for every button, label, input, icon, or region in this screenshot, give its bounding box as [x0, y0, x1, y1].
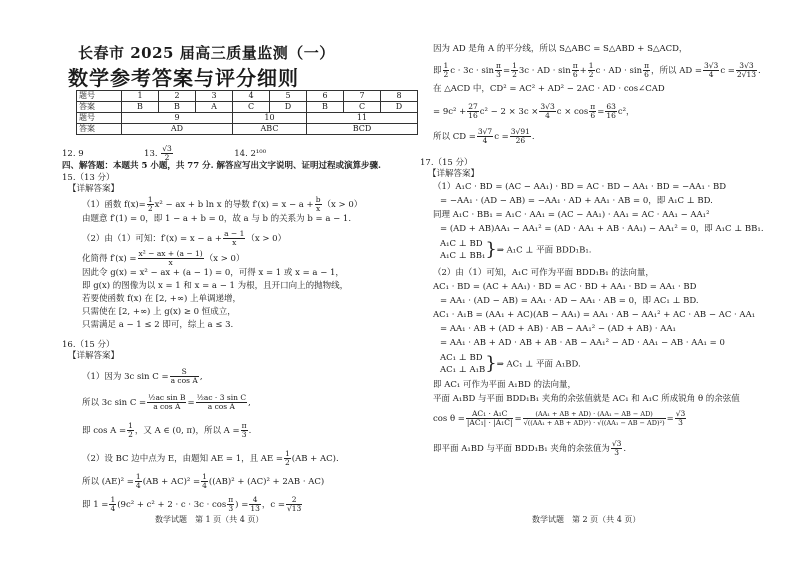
table-cell: D — [270, 102, 307, 113]
q17-line: = (AD + AB)AA₁ − AA₁² = (AD · AA₁ + AB · AA₁) − AA₁² = 0，即 A₁C ⊥ BB₁. — [440, 224, 764, 234]
table-row — [77, 102, 418, 113]
table-cell: ABC — [233, 124, 307, 135]
table-row — [77, 124, 418, 135]
q16-cont-line: 即 $\frac{1}{2}$ c · 3c · sin $\frac{\pi}{3}$ = $\frac{1}{2}$ 3c · AD · sin $\frac{\pi}{6}$ + $\frac{1}{2}$ c · AD · sin $\frac{\pi}{6}$ ，所以 AD = $\frac{3√3}{4}$ c = $\frac{3√3}{2√13}$ . — [433, 61, 761, 79]
q17-line: 平面 A₁BD 与平面 BDD₁B₁ 夹角的余弦值就是 AC₁ 和 A₁C 所成锐角 θ 的余弦值 — [433, 394, 740, 404]
q16-cont-line: 在 △ACD 中，CD² = AC² + AD² − 2AC · AD · cos∠CAD — [433, 84, 665, 94]
q16-line: 所以 3c sin C = $\frac{\text{½ac sin B}}{\text{a cos A}}$ = $\frac{\text{½ac · 3 sin C}}{\text{a cos A}}$ , — [82, 393, 251, 411]
answer-q13-label: 13. — [144, 149, 158, 159]
q16-line: 即 1 = $\frac{1}{4}$ (9c² + c² + 2 · c · 3c · cos $\frac{\pi}{3}$ ) = $\frac{4}{13}$ ，c = $\frac{2}{√13}$ — [82, 495, 302, 513]
q17-brace-group: A₁C ⊥ BD A₁C ⊥ BB₁ }⇒ A₁C ⊥ 平面 BDD₁B₁. — [440, 239, 592, 261]
table-cell: B — [159, 102, 196, 113]
q15-line: 只需使在 [2, +∞) 上 g(x) ≥ 0 恒成立， — [82, 307, 236, 317]
table-cell: 11 — [307, 113, 418, 124]
table-cell: 3 — [196, 91, 233, 102]
q17-line: 同理 A₁C · BB₁ = A₁C · AA₁ = (AC − AA₁) · AA₁ = AC · AA₁ − AA₁² — [433, 210, 710, 220]
q16-line: （2）设 BC 边中点为 E，由题知 AE = 1，且 AE = $\frac{1}{2}$ (AB + AC). — [82, 449, 339, 467]
table-cell: C — [344, 102, 381, 113]
table-cell: 答案 — [77, 102, 122, 113]
table-cell: BCD — [307, 124, 418, 135]
q17-line: （2）由（1）可知，A₁C 可作为平面 BDD₁B₁ 的法向量， — [433, 268, 654, 278]
table-cell: D — [381, 102, 418, 113]
q15-line: 由题意 f′(1) = 0，即 1 − a + b = 0，故 a 与 b 的关系为 b = a − 1. — [82, 214, 352, 224]
table-cell: 2 — [159, 91, 196, 102]
q15-line: （1）函数 f(x)= $\frac{1}{2}$ x² − ax + b ln x 的导数 f′(x) = x − a + $\frac{b}{x}$ （x > 0） — [82, 195, 363, 213]
table-cell: AD — [122, 124, 233, 135]
q17-detail-label: 【详解答案】 — [428, 169, 480, 179]
q15-heading: 15.（13 分） — [62, 173, 115, 183]
table-cell: 1 — [122, 91, 159, 102]
table-cell: B — [122, 102, 159, 113]
table-cell: 4 — [233, 91, 270, 102]
q16-cont-line: 因为 AD 是角 A 的平分线，所以 S△ABC = S△ABD + S△ACD， — [433, 44, 688, 54]
q15-line: 只需满足 a − 1 ≤ 2 即可，综上 a ≤ 3. — [82, 320, 234, 330]
q17-line: AC₁ · BD = (AC + AA₁) · BD = AC · BD + AA₁ · BD = AA₁ · BD — [433, 282, 697, 292]
doc-title-line1: 长春市 2025 届高三质量监测（一） — [78, 44, 335, 62]
q15-detail-label: 【详解答案】 — [68, 184, 120, 194]
q17-line: = −AA₁ · (AD − AB) = −AA₁ · AD + AA₁ · AB = 0，即 A₁C ⊥ BD. — [440, 196, 713, 206]
q16-detail-label: 【详解答案】 — [68, 351, 120, 361]
table-cell: B — [307, 102, 344, 113]
section-heading: 四、解答题：本题共 5 小题，共 77 分. 解答应写出文字说明、证明过程或演算步骤. — [62, 161, 381, 171]
table-cell: 9 — [122, 113, 233, 124]
answer-q14: 14. 2¹⁰⁰ — [234, 149, 267, 159]
page-footer-right: 数学试题 第 2 页（共 4 页） — [532, 515, 641, 524]
q17-line: （1）A₁C · BD = (AC − AA₁) · BD = AC · BD − AA₁ · BD = −AA₁ · BD — [433, 182, 727, 192]
q17-heading: 17.（15 分） — [420, 158, 473, 168]
q17-line: = AA₁ · AB + AD · AB + AB · AB − AA₁² − AD · AA₁ − AB · AA₁ = 0 — [440, 338, 725, 348]
q17-line: cos θ = $\frac{\text{AC₁ · A₁C}}{\text{|AC₁| · |A₁C|}}$ = $\frac{\text{(AA₁ + AB + AD) · (AA₁ − AB − AD)}}{\text{√((AA₁ + AB + AD)²) · √((AA₁ − AB − AD)²)}}$ = $\frac{√3}{3}$ — [433, 409, 686, 427]
q17-brace-group: AC₁ ⊥ BD AC₁ ⊥ A₁B }⇒ AC₁ ⊥ 平面 A₁BD. — [440, 353, 581, 375]
q16-heading: 16.（15 分） — [62, 340, 115, 350]
q15-line: 化简得 f′(x) = $\frac{\text{x² − ax + (a − 1)}}{x}$ （x > 0） — [82, 249, 245, 267]
q15-line: 即 g(x) 的图像为以 x = 1 和 x = a − 1 为根，且开口向上的抛物线， — [82, 281, 349, 291]
q16-line: 所以 (AE)² = $\frac{1}{4}$ (AB + AC)² = $\frac{1}{4}$ ((AB)² + (AC)² + 2AB · AC) — [82, 472, 325, 490]
table-cell: C — [233, 102, 270, 113]
table-cell: 题号 — [77, 113, 122, 124]
table-cell: 5 — [270, 91, 307, 102]
doc-title-line2: 数学参考答案与评分细则 — [68, 66, 299, 90]
q17-line: 即 AC₁ 可作为平面 A₁BD 的法向量， — [433, 380, 576, 390]
q17-line: AC₁ · A₁B = (AA₁ + AC)(AB − AA₁) = AA₁ · AB − AA₁² + AC · AB − AC · AA₁ — [433, 310, 756, 320]
table-cell: A — [196, 102, 233, 113]
table-cell: 题号 — [77, 91, 122, 102]
q16-cont-line: = 9c² + $\frac{27}{16}$ c² − 2 × 3c × $\frac{3√3}{4}$ c × cos $\frac{\pi}{6}$ = $\frac{63}{16}$ c²， — [433, 102, 635, 120]
table-cell: 8 — [381, 91, 418, 102]
table-cell: 10 — [233, 113, 307, 124]
q15-line: 若要使函数 f(x) 在 [2, +∞) 上单调递增， — [82, 294, 242, 304]
q17-line: = AA₁ · (AD − AB) = AA₁ · AD − AA₁ · AB = 0，即 AC₁ ⊥ BD. — [440, 296, 699, 306]
q16-line: 即 cos A = $\frac{1}{2}$ ，又 A ∈ (0, π)，所以 A = $\frac{\pi}{3}$ . — [82, 421, 252, 439]
fill-blank-row — [62, 145, 266, 162]
answer-q13-fraction: $\frac{√3}{2}$ — [162, 144, 172, 162]
q15-line: 因此令 g(x) = x² − ax + (a − 1) = 0，可得 x = 1 或 x = a − 1， — [82, 268, 344, 278]
q17-line: = AA₁ · AB + (AD + AB) · AB − AA₁² − (AD + AB) · AA₁ — [440, 324, 676, 334]
q16-line: （1）因为 3c sin C = $\frac{S}{\text{a cos A}}$ , — [82, 367, 203, 385]
table-cell: 6 — [307, 91, 344, 102]
answer-table — [76, 90, 418, 135]
table-row — [77, 91, 418, 102]
q17-line: 即平面 A₁BD 与平面 BDD₁B₁ 夹角的余弦值为 $\frac{√3}{3}$ . — [433, 439, 627, 457]
table-cell: 答案 — [77, 124, 122, 135]
table-cell: 7 — [344, 91, 381, 102]
table-row — [77, 113, 418, 124]
q16-cont-line: 所以 CD = $\frac{3√7}{4}$ c = $\frac{3√91}{26}$ . — [433, 127, 535, 145]
page-footer-left: 数学试题 第 1 页（共 4 页） — [155, 515, 264, 524]
answer-q12: 12. 9 — [62, 149, 84, 159]
q15-line: （2）由（1）可知：f′(x) = x − a + $\frac{a - 1}{x}$ （x > 0） — [82, 229, 287, 247]
